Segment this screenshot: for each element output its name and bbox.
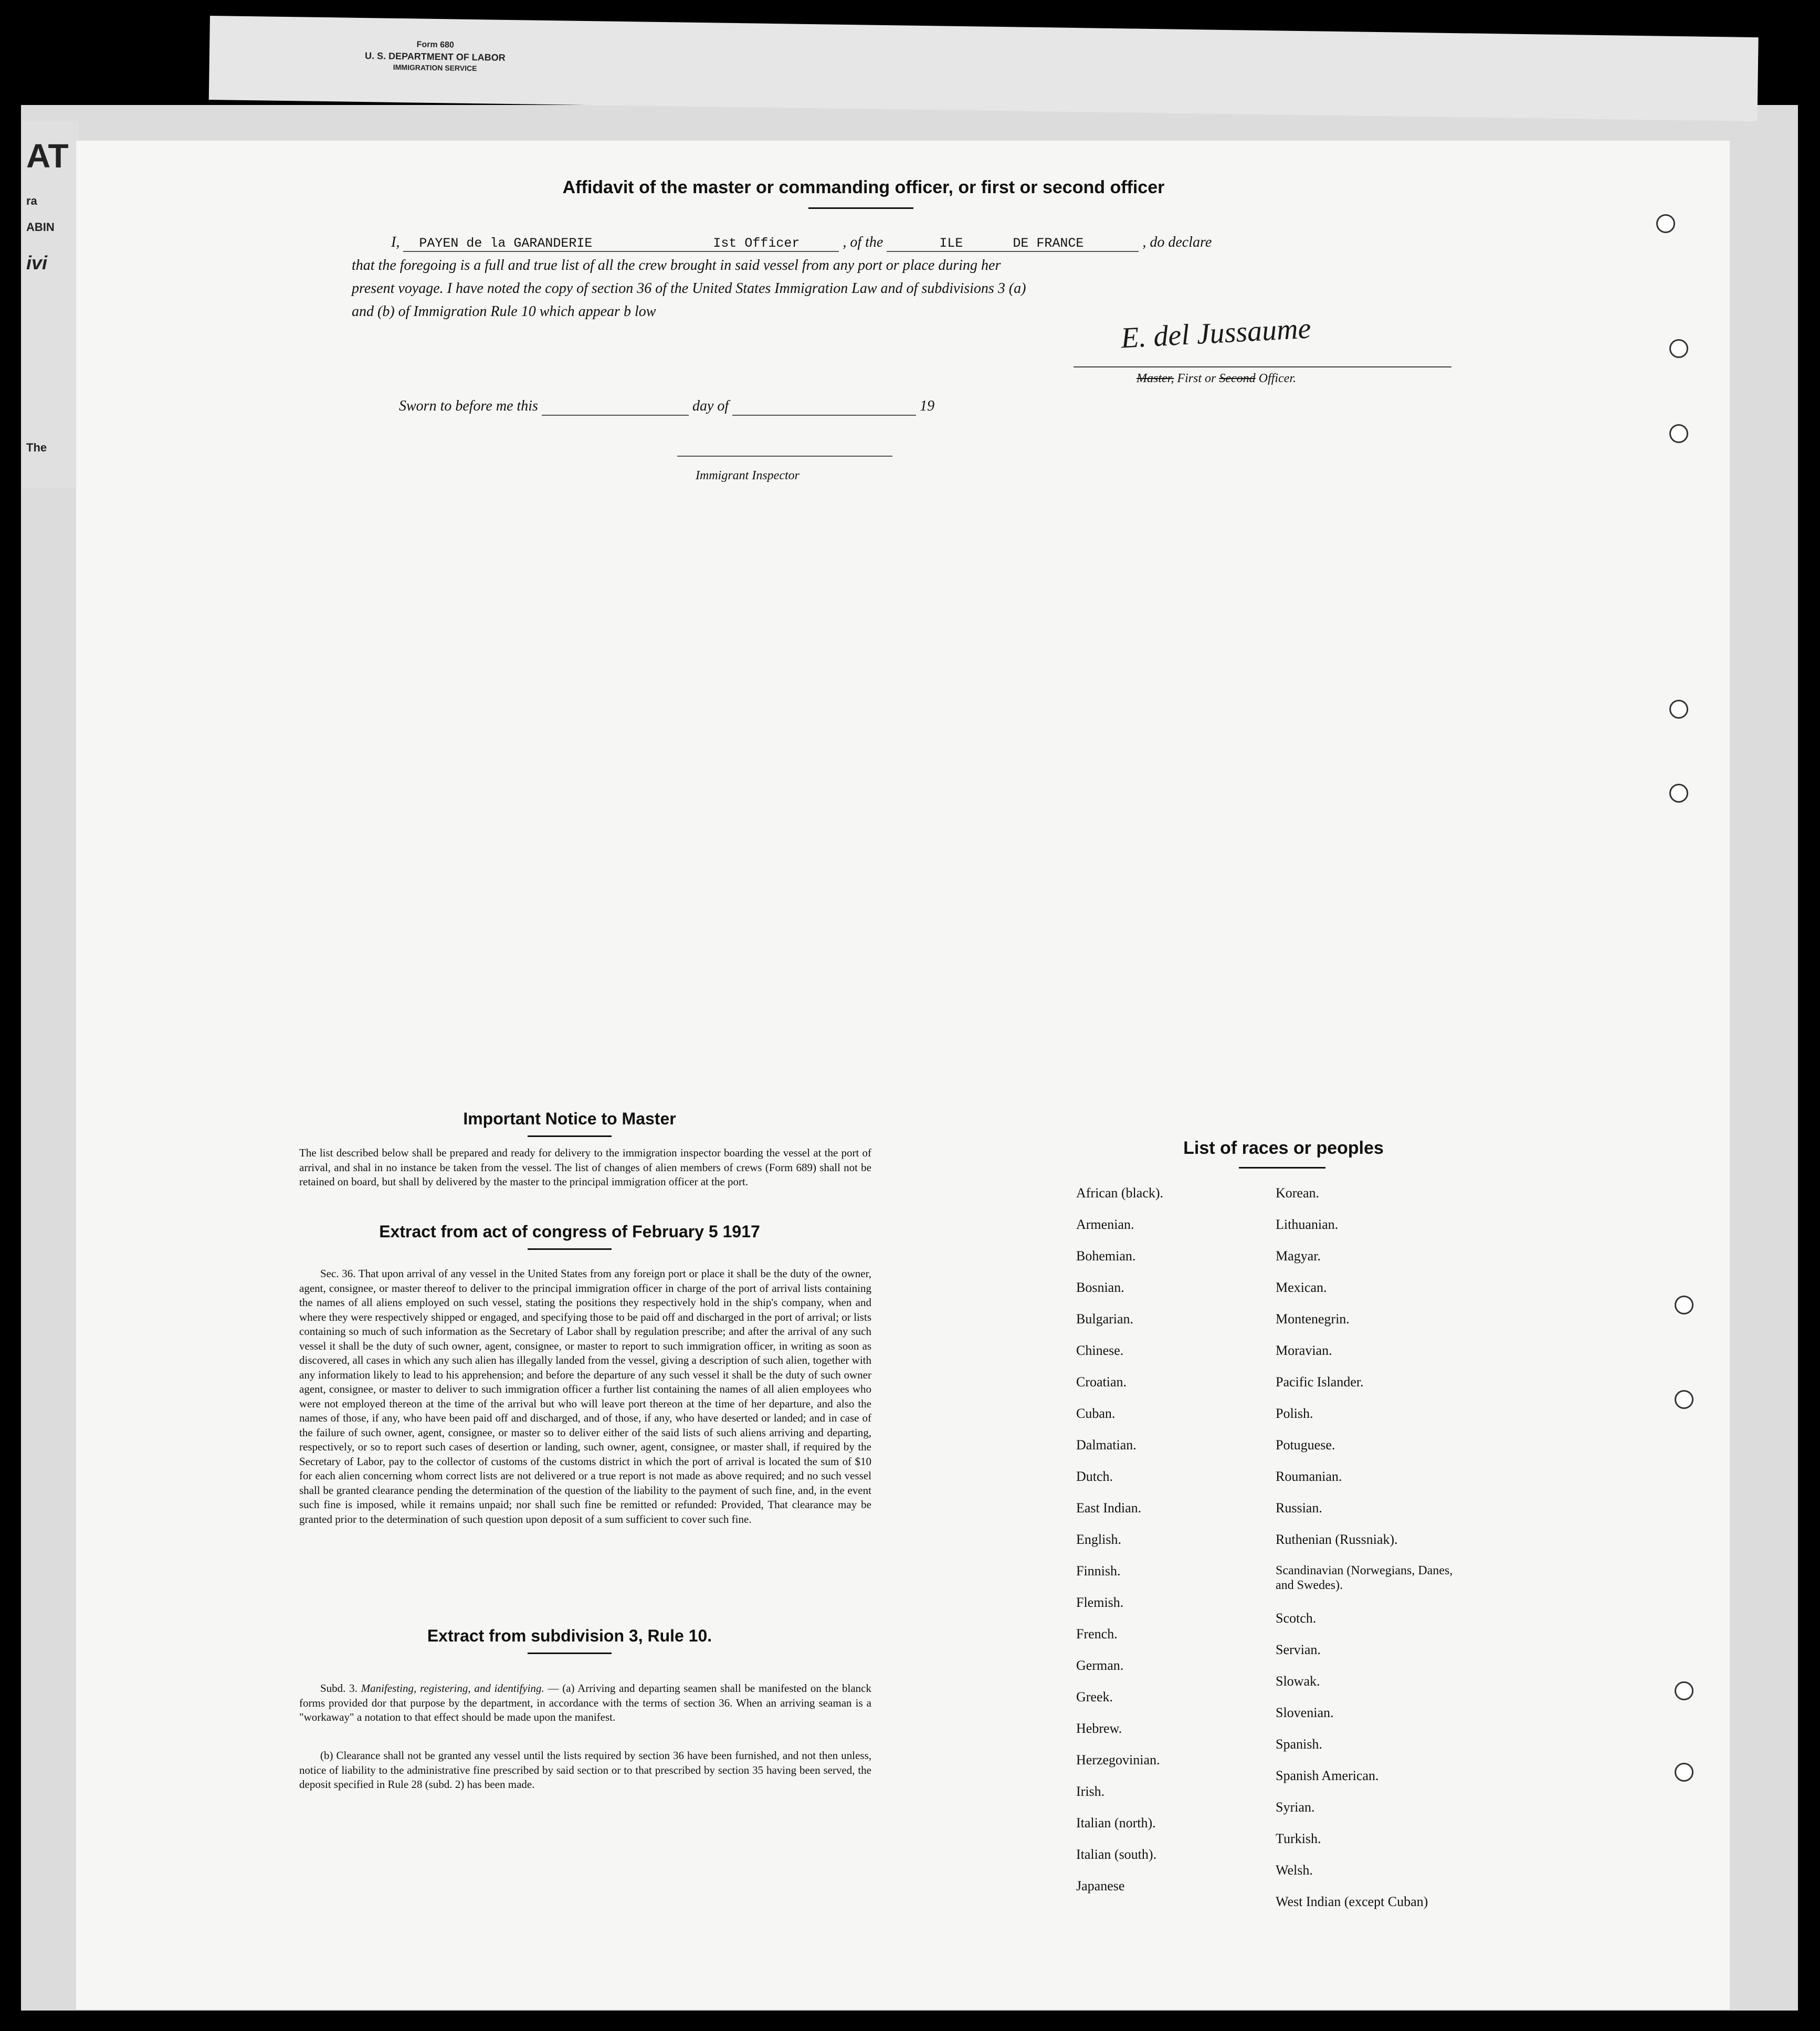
notice-rule	[528, 1135, 612, 1137]
race-entry: Dalmatian.	[1076, 1437, 1137, 1453]
day-of-text: day of	[692, 398, 729, 414]
binder-hole	[1669, 424, 1688, 443]
vessel-name-2: DE FRANCE	[1007, 236, 1139, 252]
race-entry: Chinese.	[1076, 1343, 1124, 1358]
year-prefix: 19	[920, 398, 935, 414]
affidavit-page	[76, 141, 1730, 2009]
race-entry: Slowak.	[1276, 1674, 1320, 1689]
inspector-caption: Immigrant Inspector	[696, 469, 799, 482]
race-entry: Spanish.	[1276, 1737, 1322, 1752]
declaration-line-1	[391, 234, 1446, 252]
section-label: Sec. 36.	[320, 1267, 356, 1280]
declaration-line-2: that the foregoing is a full and true list of all the crew brought in said vessel from any port or place during her	[352, 257, 1001, 273]
rule-extract-title: Extract from subdivision 3, Rule 10.	[427, 1626, 712, 1645]
races-right-column	[1276, 1185, 1538, 1962]
race-entry: English.	[1076, 1532, 1121, 1547]
race-entry: Bohemian.	[1076, 1248, 1136, 1264]
race-entry: Servian.	[1276, 1642, 1321, 1657]
title-rule	[808, 207, 913, 209]
act-extract-rule	[528, 1248, 612, 1250]
affidavit-title: Affidavit of the master or commanding officer, or first or second officer	[562, 177, 1165, 197]
rule-extract-rule	[528, 1653, 612, 1654]
sworn-prefix: Sworn to before me this	[399, 398, 538, 414]
race-entry: Cuban.	[1076, 1406, 1116, 1421]
sworn-day-blank	[542, 398, 689, 416]
left-edge-fragments	[21, 121, 79, 488]
edge-fragment: The	[26, 441, 47, 454]
binder-hole	[1675, 1763, 1693, 1782]
race-entry: Korean.	[1276, 1185, 1320, 1201]
race-entry: Slovenian.	[1276, 1705, 1334, 1720]
struck-second: Second	[1219, 372, 1256, 385]
race-entry: Moravian.	[1276, 1343, 1332, 1358]
race-entry: Scandinavian (Norwegians, Danes, and Swedes).	[1276, 1564, 1453, 1592]
form-number: Form 680	[416, 40, 454, 50]
races-title: List of races or peoples	[1183, 1138, 1384, 1158]
notice-title: Important Notice to Master	[463, 1109, 676, 1128]
race-entry: Potuguese.	[1276, 1437, 1335, 1453]
binder-hole	[1675, 1390, 1693, 1409]
binder-hole	[1669, 700, 1688, 719]
binder-hole	[1675, 1296, 1693, 1314]
race-entry: Mexican.	[1276, 1280, 1327, 1295]
race-entry: Ruthenian (Russniak).	[1276, 1532, 1398, 1547]
race-entry: Polish.	[1276, 1406, 1313, 1421]
struck-master: Master,	[1137, 372, 1174, 385]
race-entry: Welsh.	[1276, 1862, 1313, 1878]
subdivision-a-text: — (a) Arriving and departing seamen shall be manifested on the blanck forms provided dor that purpose by the department, in accordance with the terms of section 36. When an arriving seaman is a "workaway" a notation to that effect should be made upon the manifest.	[299, 1682, 871, 1723]
first-text: First or	[1177, 372, 1216, 385]
vessel-name-1: ILE	[887, 236, 1007, 252]
race-entry: Magyar.	[1276, 1248, 1321, 1264]
declaration-line-3: present voyage. I have noted the copy of section 36 of the United States Immigration Law and of subdivisions 3 (a)	[352, 280, 1026, 297]
race-entry: West Indian (except Cuban)	[1276, 1894, 1428, 1909]
section-36-text: That upon arrival of any vessel in the United States from any foreign port or place it shall be the duty of the owner, agent, consignee, or master thereof to deliver to the principal immigration officer in charge of the port of arrival lists containing the names of all aliens employed on such vessel, stating the positions they respectively hold in the ship's company, when and where they were respectively shipped or engaged, and specifying those to be paid off and discharged in the port of arrival; or lists containing so much of such information as the Secretary of Labor shall by regulation prescribe; and after the arrival of any such vessel it shall be the duty of such owner, agent, consignee, or master to report to such immigration officer, in writing as soon as discovered, all cases in which any such alien has illegally landed from the vessel, giving a description of such alien, together with any information likely to lead to his apprehension; and before the departure of any such vessel it shall be the duty of such owner agent, consignee, or master to deliver to such immigration officer a further list containing the names of all alien employees who were not employed thereon at the time of the arrival but who will leave port thereon at the time of her departure, and also the names of those, if any, who have been paid off and discharged, and of those, if any, who have deserted or landed; and in case of the failure of such owner, agent, consignee, or master so to deliver either of the said lists of such aliens arriving and departing, respectively, or so to report such cases of desertion or landing, such owner, agent, consignee, or master shall, if required by the Secretary of Labor, pay to the collector of customs of the customs district in which the port of arrival is located the sum of $10 for each alien concerning whom correct lists are not delivered or a true report is not made as above required; and no such vessel shall be granted clearance pending the determination of the question of the liability to the payment of such fine, and, in the event such fine is imposed, while it remains unpaid; nor shall such fine be remitted or refunded: Provided, That clearance may be granted prior to the determination of such question upon deposit of a sum sufficient to cover such fine.	[299, 1267, 871, 1525]
race-entry: Herzegovinian.	[1076, 1752, 1160, 1767]
inspector-signature-line	[677, 456, 892, 457]
race-entry: Scotch.	[1276, 1611, 1317, 1626]
of-the-text: , of the	[843, 234, 883, 250]
edge-fragment: ivi	[26, 252, 48, 273]
race-entry: Turkish.	[1276, 1831, 1321, 1846]
race-entry: Armenian.	[1076, 1217, 1134, 1232]
race-entry: Russian.	[1276, 1500, 1322, 1516]
race-entry: German.	[1076, 1658, 1124, 1673]
edge-fragment: AT	[26, 137, 69, 175]
binder-hole	[1675, 1681, 1693, 1700]
race-entry: Italian (north).	[1076, 1815, 1156, 1830]
race-entry: Syrian.	[1276, 1800, 1315, 1815]
officer-text: Officer.	[1258, 372, 1296, 385]
race-entry: African (black).	[1076, 1185, 1164, 1201]
edge-fragment: ABIN	[26, 220, 55, 234]
race-entry: Irish.	[1076, 1784, 1105, 1799]
race-entry: French.	[1076, 1626, 1118, 1641]
declaration-line-4: and (b) of Immigration Rule 10 which appear b low	[352, 303, 656, 320]
sworn-line	[399, 398, 934, 416]
race-entry: Greek.	[1076, 1689, 1113, 1704]
binder-hole	[1669, 784, 1688, 803]
officer-name: PAYEN de la GARANDERIE	[403, 236, 708, 252]
race-entry: Japanese	[1076, 1878, 1125, 1893]
service-name: IMMIGRATION SERVICE	[393, 63, 477, 73]
edge-fragment: ra	[26, 194, 37, 207]
race-entry: Lithuanian.	[1276, 1217, 1339, 1232]
subdivision-label: Subd. 3.	[320, 1682, 357, 1695]
notice-body: The list described below shall be prepared and ready for delivery to the immigration inspector boarding the vessel at the port of arrival, and shal in no instance be taken from the vessel. The list of changes of alien members of crews (Form 689) shall not be retained on board, but shall by delivered by the master to the principal immigration officer at the port.	[299, 1146, 871, 1188]
race-entry: Flemish.	[1076, 1595, 1124, 1610]
officer-rank: Ist Officer	[708, 236, 839, 252]
signature-caption	[1137, 372, 1296, 386]
race-entry: Montenegrin.	[1276, 1311, 1350, 1327]
sworn-month-blank	[732, 398, 916, 416]
race-entry: Spanish American.	[1276, 1768, 1379, 1783]
act-extract-title: Extract from act of congress of February 5 1917	[379, 1222, 760, 1241]
rule-extract-para-a	[299, 1681, 871, 1725]
binder-hole	[1656, 214, 1675, 233]
race-entry: Finnish.	[1076, 1563, 1121, 1579]
officer-signature: E. del Jussaume	[1120, 312, 1312, 355]
race-entry: Hebrew.	[1076, 1721, 1122, 1736]
act-extract-body	[299, 1267, 871, 1527]
race-entry: Dutch.	[1076, 1469, 1113, 1484]
race-entry: Croatian.	[1076, 1374, 1127, 1390]
declaration-i: I,	[391, 234, 400, 250]
signature-line	[1074, 366, 1451, 367]
race-entry: Bulgarian.	[1076, 1311, 1134, 1327]
subdivision-heading: Manifesting, registering, and identifying.	[361, 1682, 544, 1695]
race-entry: East Indian.	[1076, 1500, 1142, 1516]
rule-extract-para-b: (b) Clearance shall not be granted any vessel until the lists required by section 36 have been furnished, and not then unless, notice of liability to the administrative fine prescribed by said section or to that prescribed by section 35 having been served, the deposit specified in Rule 28 (subd. 2) has been made.	[299, 1749, 871, 1791]
race-entry: Pacific Islander.	[1276, 1374, 1364, 1390]
do-declare-text: , do declare	[1142, 234, 1212, 250]
department-name: U. S. DEPARTMENT OF LABOR	[364, 50, 506, 63]
form-slip-label	[304, 38, 567, 75]
binder-hole	[1669, 339, 1688, 358]
races-rule	[1239, 1167, 1325, 1169]
race-entry: Roumanian.	[1276, 1469, 1342, 1484]
race-entry: Bosnian.	[1076, 1280, 1124, 1295]
race-entry: Italian (south).	[1076, 1847, 1157, 1862]
